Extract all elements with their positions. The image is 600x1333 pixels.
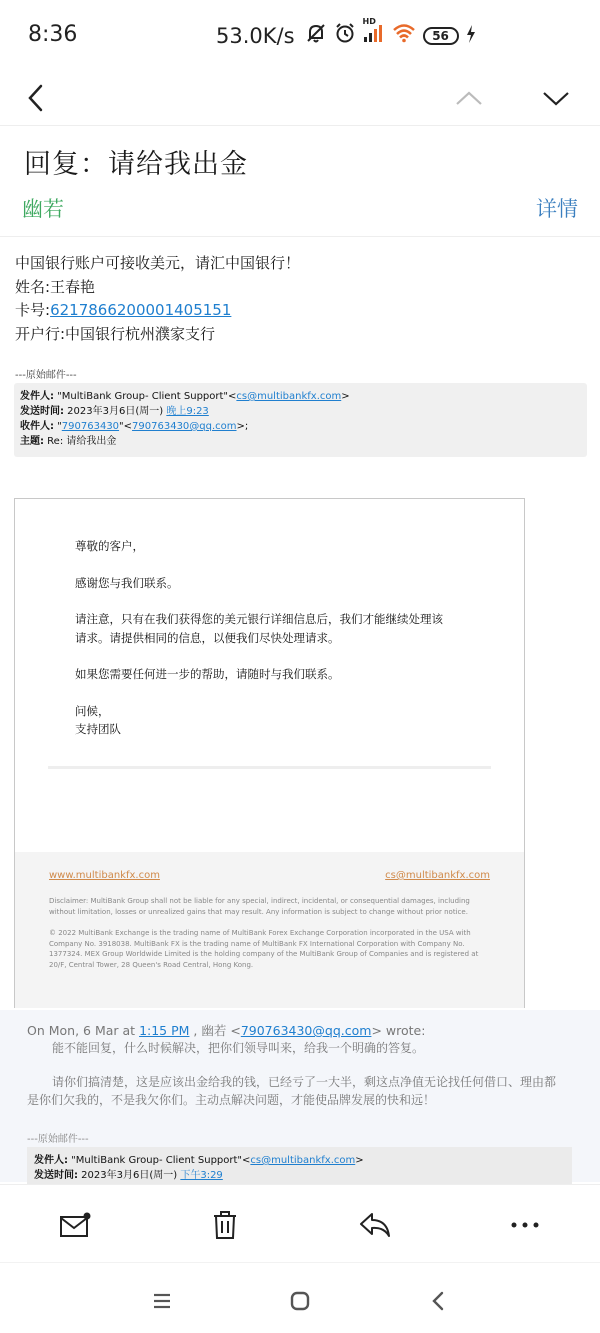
- card-notice-line: 请求。请提供相同的信息，以便我们尽快处理请求。: [75, 630, 340, 645]
- mute-bell-icon: [305, 22, 327, 49]
- from-label: 发件人:: [20, 391, 54, 402]
- to-name-open: ": [54, 421, 62, 432]
- subject-value: Re: 请给我出金: [44, 436, 117, 447]
- network-speed: 53.0K/s: [216, 23, 295, 48]
- menu-icon[interactable]: [144, 1283, 180, 1319]
- to-mid: "<: [119, 421, 133, 432]
- header-divider: [0, 236, 600, 237]
- email-action-toolbar: [0, 1184, 600, 1262]
- wrote-suffix: > wrote:: [371, 1023, 426, 1038]
- wrote-prefix: On Mon, 6 Mar at: [27, 1023, 140, 1038]
- original-mail-separator: ---原始邮件---: [27, 1134, 89, 1145]
- footer-disclaimer: Disclaimer: MultiBank Group shall not be liable for any special, indirect, incidental, or consequential damages, including without limitation, losses or unrealized gains that may result. Any information is subject to change without prior notice.: [49, 897, 470, 916]
- status-bar: [0, 0, 600, 70]
- chevron-up-icon[interactable]: [447, 76, 491, 120]
- sent-label: 发送时间:: [34, 1170, 78, 1181]
- status-indicators: [216, 17, 476, 49]
- card-thanks: 感谢您与我们联系。: [75, 575, 179, 590]
- sent-time-link[interactable]: 晚上9:23: [166, 406, 209, 417]
- quoted-from: [20, 389, 581, 404]
- email-body: [15, 252, 300, 346]
- from-email-link[interactable]: cs@multibankfx.com: [250, 1155, 356, 1166]
- card-team: 支持团队: [75, 722, 121, 736]
- sent-time-link[interactable]: 下午3:29: [180, 1170, 223, 1181]
- email-nav-bar: [0, 70, 600, 126]
- body-line: [15, 299, 300, 323]
- sent-date: 2023年3月6日(周一): [78, 1170, 181, 1181]
- quoted-to: [20, 419, 581, 434]
- quoted-header: [27, 1147, 572, 1187]
- sent-date: 2023年3月6日(周一): [64, 406, 167, 417]
- from-label: 发件人:: [34, 1155, 68, 1166]
- wrote-time-link[interactable]: 1:15 PM: [139, 1023, 190, 1038]
- battery-icon: [423, 27, 459, 45]
- card-number-link[interactable]: 6217866200001405151: [50, 301, 232, 319]
- quoted-header: [14, 383, 587, 457]
- wrote-line: [27, 1021, 425, 1039]
- quoted-sent: [20, 404, 581, 419]
- to-email-link[interactable]: 790763430@qq.com: [132, 421, 237, 432]
- body-line: 姓名:王春艳: [15, 277, 96, 296]
- footer-copyright: © 2022 MultiBank Exchange is the trading name of MultiBank Forex Exchange Corporation incorporated in the USA with Company No. 3918038. MultiBank FX is the trading name of MultiBank FX International Corporation with Company No. 1377324. MEX Group Worldwide Limited is the holding company of the MultiBank Group of Companies and is registered at 20/F, Central Tower, 28 Queen's Road Central, Hong Kong.: [49, 929, 479, 969]
- card-body: [75, 537, 443, 739]
- subject-label: 主题:: [20, 436, 44, 447]
- reply-paragraph: 能不能回复，什么时候解决，把你们领导叫来，给我一个明确的答复。: [52, 1041, 425, 1055]
- website-link[interactable]: www.multibankfx.com: [49, 870, 160, 881]
- more-icon[interactable]: [505, 1205, 545, 1245]
- to-label: 收件人:: [20, 421, 54, 432]
- from-email-link[interactable]: cs@multibankfx.com: [236, 391, 342, 402]
- home-icon[interactable]: [282, 1283, 318, 1319]
- trash-icon[interactable]: [205, 1205, 245, 1245]
- back-arrow-icon[interactable]: [14, 76, 58, 120]
- quoted-sent: [34, 1168, 565, 1183]
- system-navigation-bar: [0, 1262, 600, 1333]
- alarm-icon: [334, 22, 356, 49]
- system-back-icon[interactable]: [420, 1283, 456, 1319]
- reply-icon[interactable]: [355, 1205, 395, 1245]
- embedded-email-card: [14, 498, 525, 1008]
- body-line: 开户行:中国银行杭州濮家支行: [15, 324, 216, 343]
- body-line: 中国银行账户可接收美元，请汇中国银行！: [15, 254, 301, 272]
- reply-paragraph: 请你们搞清楚，这是应该出金给我的钱，已经亏了一大半，剩这点净值无论找任何借口、理由都是你们欠我的，不是我欠你们。主动点解决问题，才能使品牌发展的快和远！: [27, 1075, 557, 1107]
- from-name: "MultiBank Group- Client Support"<: [68, 1155, 251, 1166]
- quoted-subject: [20, 434, 581, 449]
- status-time: 8:36: [28, 22, 78, 47]
- battery-level: 56: [432, 28, 449, 43]
- support-email-link[interactable]: cs@multibankfx.com: [385, 870, 490, 881]
- card-footer: [15, 852, 524, 1008]
- wifi-icon: [392, 23, 416, 48]
- email-subject: 回复：请给我出金: [24, 149, 248, 180]
- card-help: 如果您需要任何进一步的帮助，请随时与我们联系。: [75, 667, 340, 681]
- footer-links: [49, 870, 490, 881]
- to-name-link[interactable]: 790763430: [61, 421, 120, 432]
- quoted-from: [34, 1153, 565, 1168]
- wrote-name: , 幽若 <: [189, 1023, 241, 1038]
- card-divider: [48, 766, 491, 769]
- wrote-email-link[interactable]: 790763430@qq.com: [240, 1023, 372, 1038]
- signal-icon: [362, 17, 385, 48]
- hd-badge: HD: [362, 17, 376, 26]
- card-notice-line: 请注意，只有在我们获得您的美元银行详细信息后，我们才能继续处理该: [75, 612, 443, 626]
- card-regards: 问候，: [75, 703, 110, 718]
- sent-label: 发送时间:: [20, 406, 64, 417]
- from-end: >: [341, 391, 350, 402]
- card-label: 卡号:: [15, 301, 51, 319]
- card-notice: [75, 610, 443, 647]
- charging-icon: [466, 24, 476, 48]
- original-mail-separator: ---原始邮件---: [15, 370, 77, 381]
- card-greeting: 尊敬的客户，: [75, 539, 144, 553]
- details-button[interactable]: 详情: [536, 197, 578, 221]
- sender-name[interactable]: 幽若: [22, 197, 64, 221]
- from-end: >: [355, 1155, 364, 1166]
- chevron-down-icon[interactable]: [534, 76, 578, 120]
- mail-unread-icon[interactable]: [55, 1205, 95, 1245]
- to-end: >;: [236, 421, 249, 432]
- from-name: "MultiBank Group- Client Support"<: [54, 391, 237, 402]
